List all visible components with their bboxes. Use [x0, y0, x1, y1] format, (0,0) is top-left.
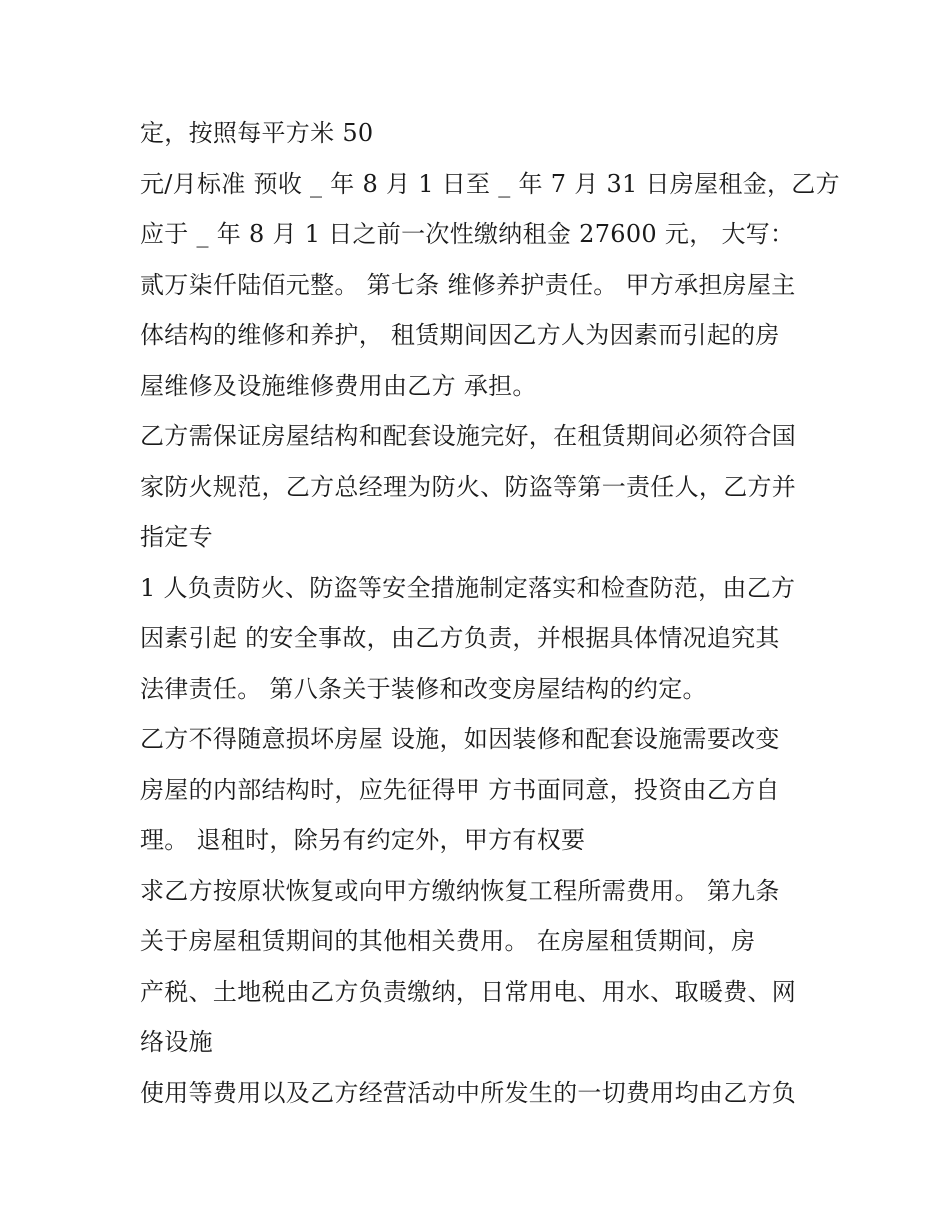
text-line: 屋维修及设施维修费用由乙方 承担。 [140, 371, 537, 400]
text-line: 关于房屋租赁期间的其他相关费用。 在房屋租赁期间，房 [140, 927, 756, 955]
text-line: 1 人负责防火、防盗等安全措施制定落实和检查防范，由乙方 [140, 573, 796, 602]
text-line: 求乙方按原状恢复或向甲方缴纳恢复工程所需费用。 第九条 [140, 876, 780, 905]
text-line: 家防火规范，乙方总经理为防火、防盗等第一责任人，乙方并 [140, 472, 797, 501]
text-line: 房屋的内部结构时，应先征得甲 方书面同意，投资由乙方自 [140, 775, 780, 804]
text-line: 因素引起 的安全事故，由乙方负责，并根据具体情况追究其 [140, 624, 780, 652]
text-line: 贰万柒仟陆佰元整。 第七条 维修养护责任。 甲方承担房屋主 [140, 270, 796, 299]
text-line: 理。 退租时，除另有约定外，甲方有权要 [140, 826, 586, 854]
text-line: 使用等费用以及乙方经营活动中所发生的一切费用均由乙方负 [140, 1078, 797, 1107]
text-line: 络设施 [140, 1028, 213, 1056]
text-line: 产税、土地税由乙方负责缴纳，日常用电、用水、取暖费、网 [140, 977, 797, 1006]
text-line: 体结构的维修和养护， 租赁期间因乙方人为因素而引起的房 [140, 321, 780, 349]
document-body [140, 108, 840, 1118]
text-line: 法律责任。 第八条关于装修和改变房屋结构的约定。 [140, 674, 707, 703]
text-line: 应于 _ 年 8 月 1 日之前一次性缴纳租金 27600 元， 大写： [140, 220, 795, 248]
text-line: 定，按照每平方米 50 [140, 119, 374, 147]
text-line: 乙方不得随意损坏房屋 设施，如因装修和配套设施需要改变 [140, 725, 780, 753]
text-line: 指定专 [140, 523, 213, 551]
text-line: 乙方需保证房屋结构和配套设施完好，在租赁期间必须符合国 [140, 422, 797, 450]
text-line: 元/月标准 预收 _ 年 8 月 1 日至 _ 年 7 月 31 日房屋租金，乙方 [140, 169, 840, 198]
